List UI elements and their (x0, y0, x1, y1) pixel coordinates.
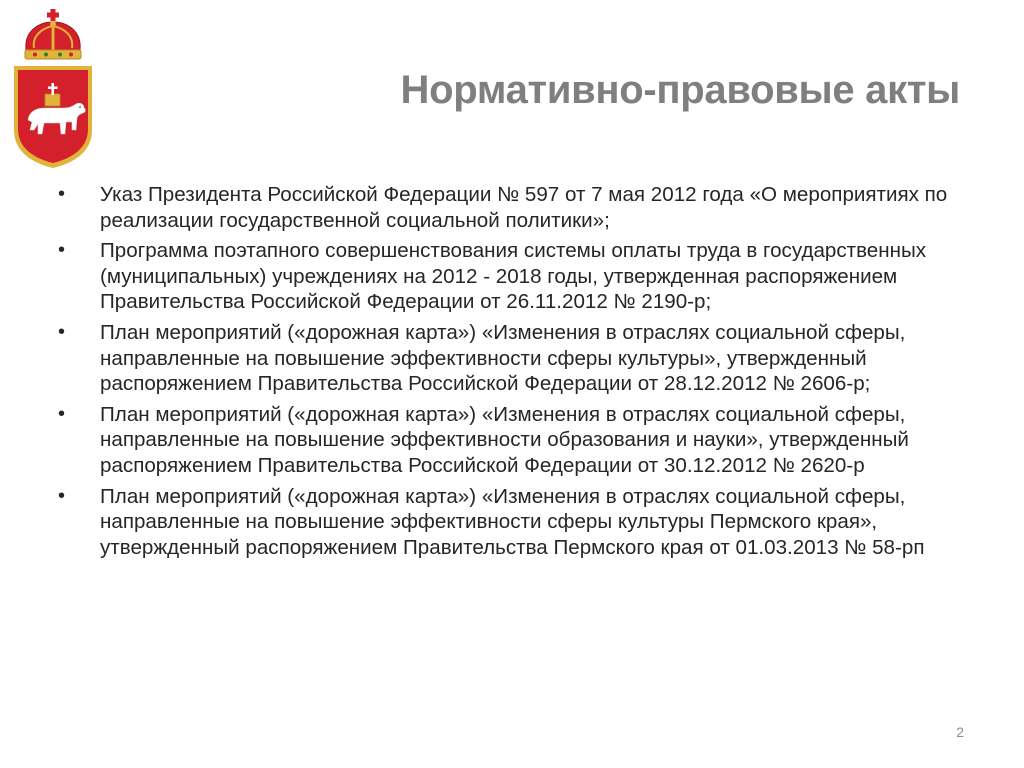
list-item-text: Программа поэтапного совершенствования системы оплаты труда в государственных (муниципальных) учреждениях на 2012 - 2018 годы, утвержденная распоряжением Правительства Российской Федерации от 26.11.2012 № 2190-р; (100, 239, 927, 314)
bullet-icon: • (58, 239, 66, 262)
bullet-icon: • (58, 484, 66, 507)
bullet-icon: • (58, 183, 66, 205)
list-item (58, 182, 958, 233)
list-item (58, 402, 958, 479)
page-number: 2 (956, 724, 964, 740)
slide-title: Нормативно-правовые акты (400, 68, 960, 112)
bullet-icon: • (58, 402, 66, 425)
list-item (58, 238, 958, 315)
list-item (58, 484, 958, 561)
bullet-list (58, 182, 958, 565)
perm-krai-coat-of-arms-icon (10, 8, 96, 168)
bullet-icon: • (58, 320, 66, 343)
list-item-text: Указ Президента Российской Федерации № 597 от 7 мая 2012 года «О мероприятиях по реализации государственной социальной политики»; (100, 183, 948, 232)
list-item (58, 320, 958, 397)
list-item-text: План мероприятий («дорожная карта») «Изменения в отраслях социальной сферы, направленные на повышение эффективности сферы культуры», утвержденный распоряжением Правительства Российской Федерации от 28.12.2012 № 2606-р; (100, 320, 906, 396)
list-item-text: План мероприятий («дорожная карта») «Изменения в отраслях социальной сферы, направленные на повышение эффективности сферы культуры Пермского края», утвержденный распоряжением Правительства Пермского края от 01.03.2013 № 58-рп (100, 484, 925, 559)
list-item-text: План мероприятий («дорожная карта») «Изменения в отраслях социальной сферы, направленные на повышение эффективности образования и науки», утвержденный распоряжением Правительства Российской Федерации от 30.12.2012 № 2620-р (100, 402, 909, 477)
